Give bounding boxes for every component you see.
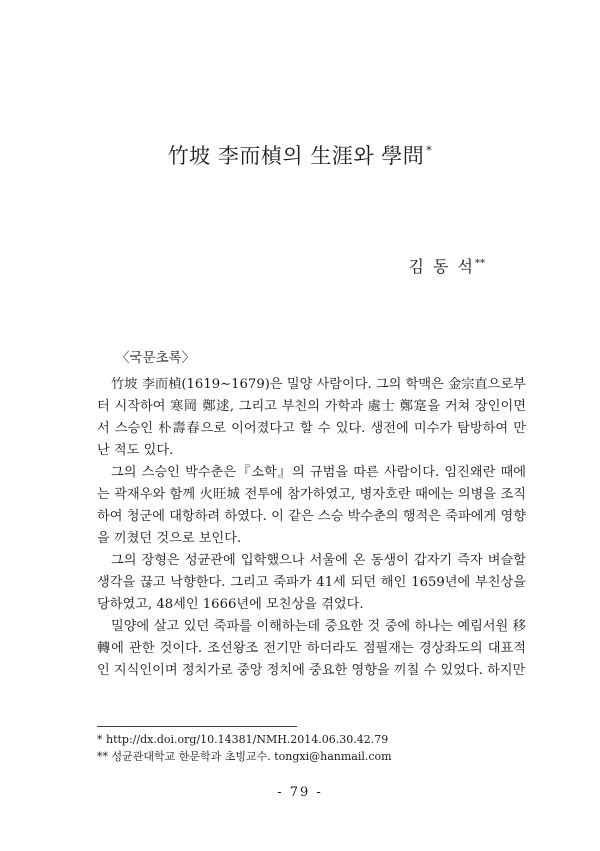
abstract-heading: 〈국문초록〉: [116, 350, 196, 366]
abstract-paragraph: 그의 장형은 성균관에 입학했으나 서울에 온 동생이 갑자기 즉자 벼슬할 생각을 끊고 낙향한다. 그리고 죽파가 41세 되던 해인 1659년에 부친상을 당하였고, 48세인 1666년에 모친상을 겪었다.: [97, 553, 526, 612]
footnote-divider: [97, 726, 297, 727]
paper-title-text: 竹坡 李而楨의 生涯와 學問: [167, 144, 425, 168]
abstract-paragraph: 그의 스승인 박수춘은『소학』의 규범을 따른 사람이다. 임진왜란 때에는 곽재우와 함께 火旺城 전투에 참가하였고, 병자호란 때에는 의병을 조직하여 청군에 대항하려 하였다. 이 같은 스승 박수춘의 행적은 죽파에게 영향을 끼쳤던 것으로 보인다.: [97, 465, 526, 546]
paper-title: [0, 140, 600, 170]
author-name-text: 김 동 석: [408, 257, 475, 276]
author-footnote-mark: **: [475, 258, 485, 269]
footnote-author-affiliation: ** 성균관대학교 한문학과 초빙교수. tongxi@hanmail.com: [97, 750, 392, 763]
abstract-body: [97, 374, 526, 682]
author-name: [408, 254, 485, 277]
title-footnote-mark: *: [426, 144, 433, 157]
abstract-paragraph: 밀양에 살고 있던 죽파를 이해하는데 중요한 것 중에 하나는 예림서원 移轉에 관한 것이다. 조선왕조 전기만 하더라도 점필재는 경상좌도의 대표적인 지식인이며 정치가로 중앙 정치에 중요한 영향을 끼칠 수 있었다. 하지만: [97, 619, 526, 678]
footnote-doi: * http://dx.doi.org/10.14381/NMH.2014.06.30.42.79: [97, 733, 389, 746]
footnotes: [97, 731, 527, 765]
page-number: - 79 -: [277, 785, 323, 800]
abstract-paragraph: 竹坡 李而楨(1619∼1679)은 밀양 사람이다. 그의 학맥은 金宗直으로부터 시작하여 寒岡 鄭逑, 그리고 부친의 가학과 處士 鄭寔을 거쳐 장인이면서 스승인 朴壽春으로 이어졌다고 할 수 있다. 생전에 미수가 탐방하여 만난 적도 있다.: [97, 377, 526, 458]
